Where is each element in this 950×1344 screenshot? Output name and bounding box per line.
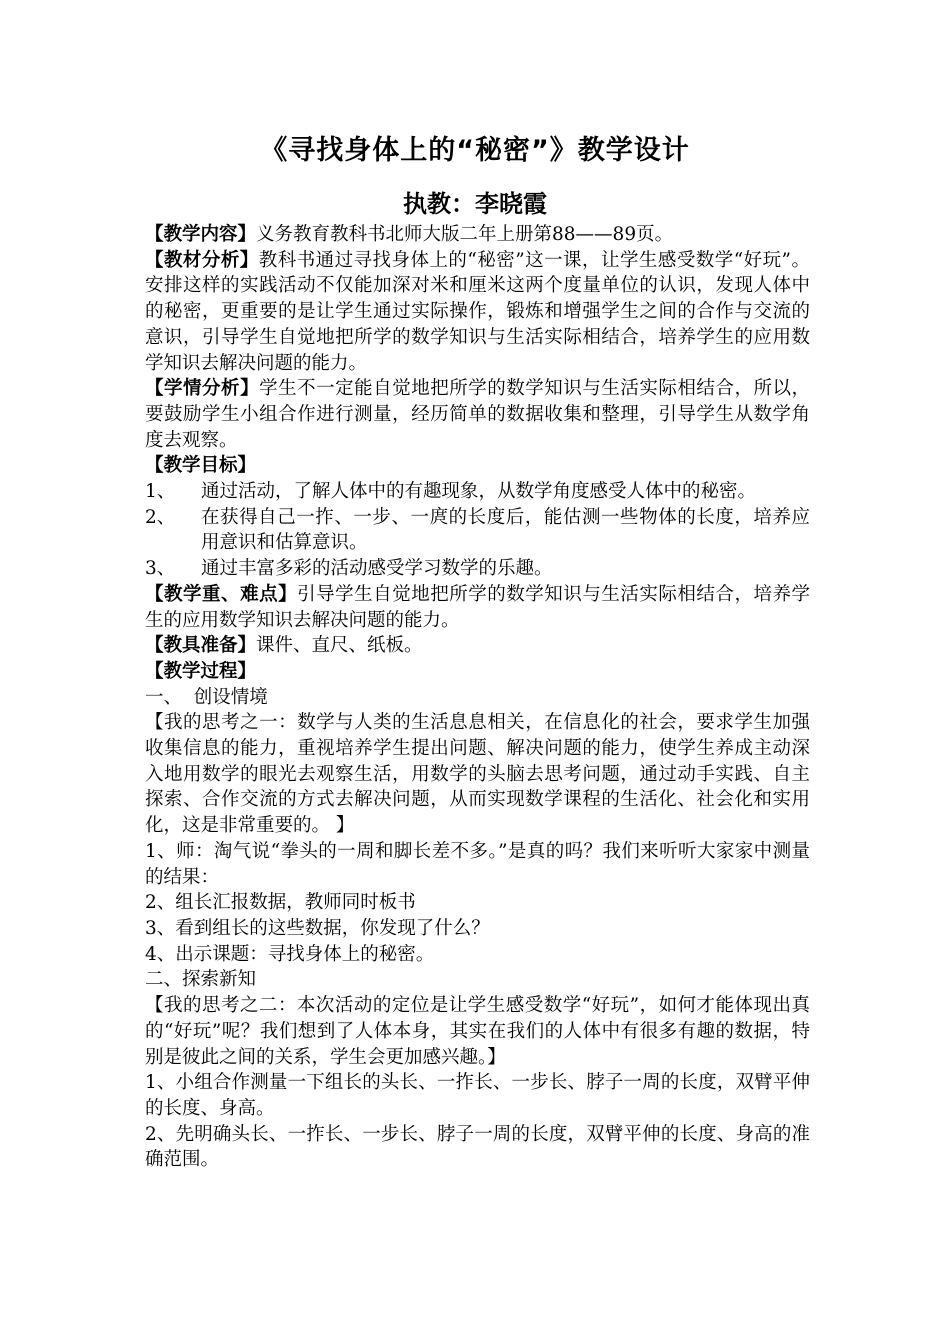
tools-text: 课件、直尺、纸板。 xyxy=(256,635,423,657)
students-text: 学生不一定能自觉地把所学的数学知识与生活实际相结合，所以，要鼓励学生小组合作进行测量，经历简单的数据收集和整理，引导学生从数学角度去观察。 xyxy=(145,378,810,451)
content-text: 义务教育教科书北师大版二年上册第88——89页。 xyxy=(256,224,674,245)
step-paragraph: 2、先明确头长、一拃长、一步长、脖子一周的长度，双臂平伸的长度、身高的准确范围。 xyxy=(145,1123,810,1171)
tools-paragraph xyxy=(145,633,810,659)
goal-number: 2、 xyxy=(145,506,176,528)
goal-item xyxy=(145,479,810,505)
goal-item xyxy=(145,505,810,556)
goal-text: 通过活动，了解人体中的有趣现象，从数学角度感受人体中的秘密。 xyxy=(201,481,757,503)
process-label: 【教学过程】 xyxy=(145,660,257,682)
key-points-paragraph xyxy=(145,582,810,633)
goal-item xyxy=(145,556,810,582)
content-label: 【教学内容】 xyxy=(145,224,257,245)
step-paragraph: 1、小组合作测量一下组长的头长、一拃长、一步长、脖子一周的长度，双臂平伸的长度、身高。 xyxy=(145,1072,810,1119)
step-paragraph: 2、组长汇报数据，教师同时板书 xyxy=(145,892,416,914)
material-paragraph xyxy=(145,248,810,377)
goal-text: 通过丰富多彩的活动感受学习数学的乐趣。 xyxy=(201,558,553,580)
section1-heading: 一、 创设情境 xyxy=(145,686,268,708)
document-body xyxy=(145,222,810,1173)
thought2-paragraph: 【我的思考之二：本次活动的定位是让学生感受数学“好玩”，如何才能体现出真的“好玩”呢？我们想到了人体本身，其实在我们的人体中有很多有趣的数据，特别是彼此之间的关系，学生会更加感兴趣。】 xyxy=(145,995,810,1068)
document-title: 《寻找身体上的“秘密”》教学设计 xyxy=(260,135,690,166)
goal-number: 3、 xyxy=(145,558,176,580)
document-author: 执教：李晓霞 xyxy=(403,190,547,218)
key-points-label: 【教学重、难点】 xyxy=(145,583,298,605)
goal-text: 在获得自己一拃、一步、一庹的长度后，能估测一些物体的长度，培养应用意识和估算意识。 xyxy=(201,506,810,554)
goal-number: 1、 xyxy=(145,481,176,503)
thought1-paragraph: 【我的思考之一：数学与人类的生活息息相关，在信息化的社会，要求学生加强收集信息的能力，重视培养学生提出问题、解决问题的能力，使学生养成主动深入地用数学的眼光去观察生活，用数学的头脑去思考问题，通过动手实践、自主探索、合作交流的方式去解决问题，从而实现数学课程的生活化、社会化和实用化，这是非常重要的。 】 xyxy=(145,712,810,837)
key-points-text: 引导学生自觉地把所学的数学知识与生活实际相结合，培养学生的应用数学知识去解决问题的能力。 xyxy=(145,583,810,631)
students-label: 【学情分析】 xyxy=(145,378,260,400)
step-paragraph: 1、师：淘气说“拳头的一周和脚长差不多。”是真的吗？我们来听听大家家中测量的结果： xyxy=(145,840,810,888)
step-paragraph: 4、出示课题：寻找身体上的秘密。 xyxy=(145,943,435,965)
content-paragraph xyxy=(145,222,810,248)
section2-heading: 二、探索新知 xyxy=(145,969,257,991)
material-label: 【教材分析】 xyxy=(145,249,259,271)
material-text: 教科书通过寻找身体上的“秘密”这一课，让学生感受数学“好玩”。安排这样的实践活动不仅能加深对米和厘米这两个度量单位的认识，发现人体中的秘密，更重要的是让学生通过实际操作，锻炼和增强学生之间的合作与交流的意识，引导学生自觉地把所学的数学知识与生活实际相结合，培养学生的应用数学知识去解决问题的能力。 xyxy=(145,249,810,374)
step-paragraph: 3、看到组长的这些数据，你发现了什么？ xyxy=(145,917,490,939)
students-paragraph xyxy=(145,376,810,453)
tools-label: 【教具准备】 xyxy=(145,635,257,657)
goals-label: 【教学目标】 xyxy=(145,455,257,477)
